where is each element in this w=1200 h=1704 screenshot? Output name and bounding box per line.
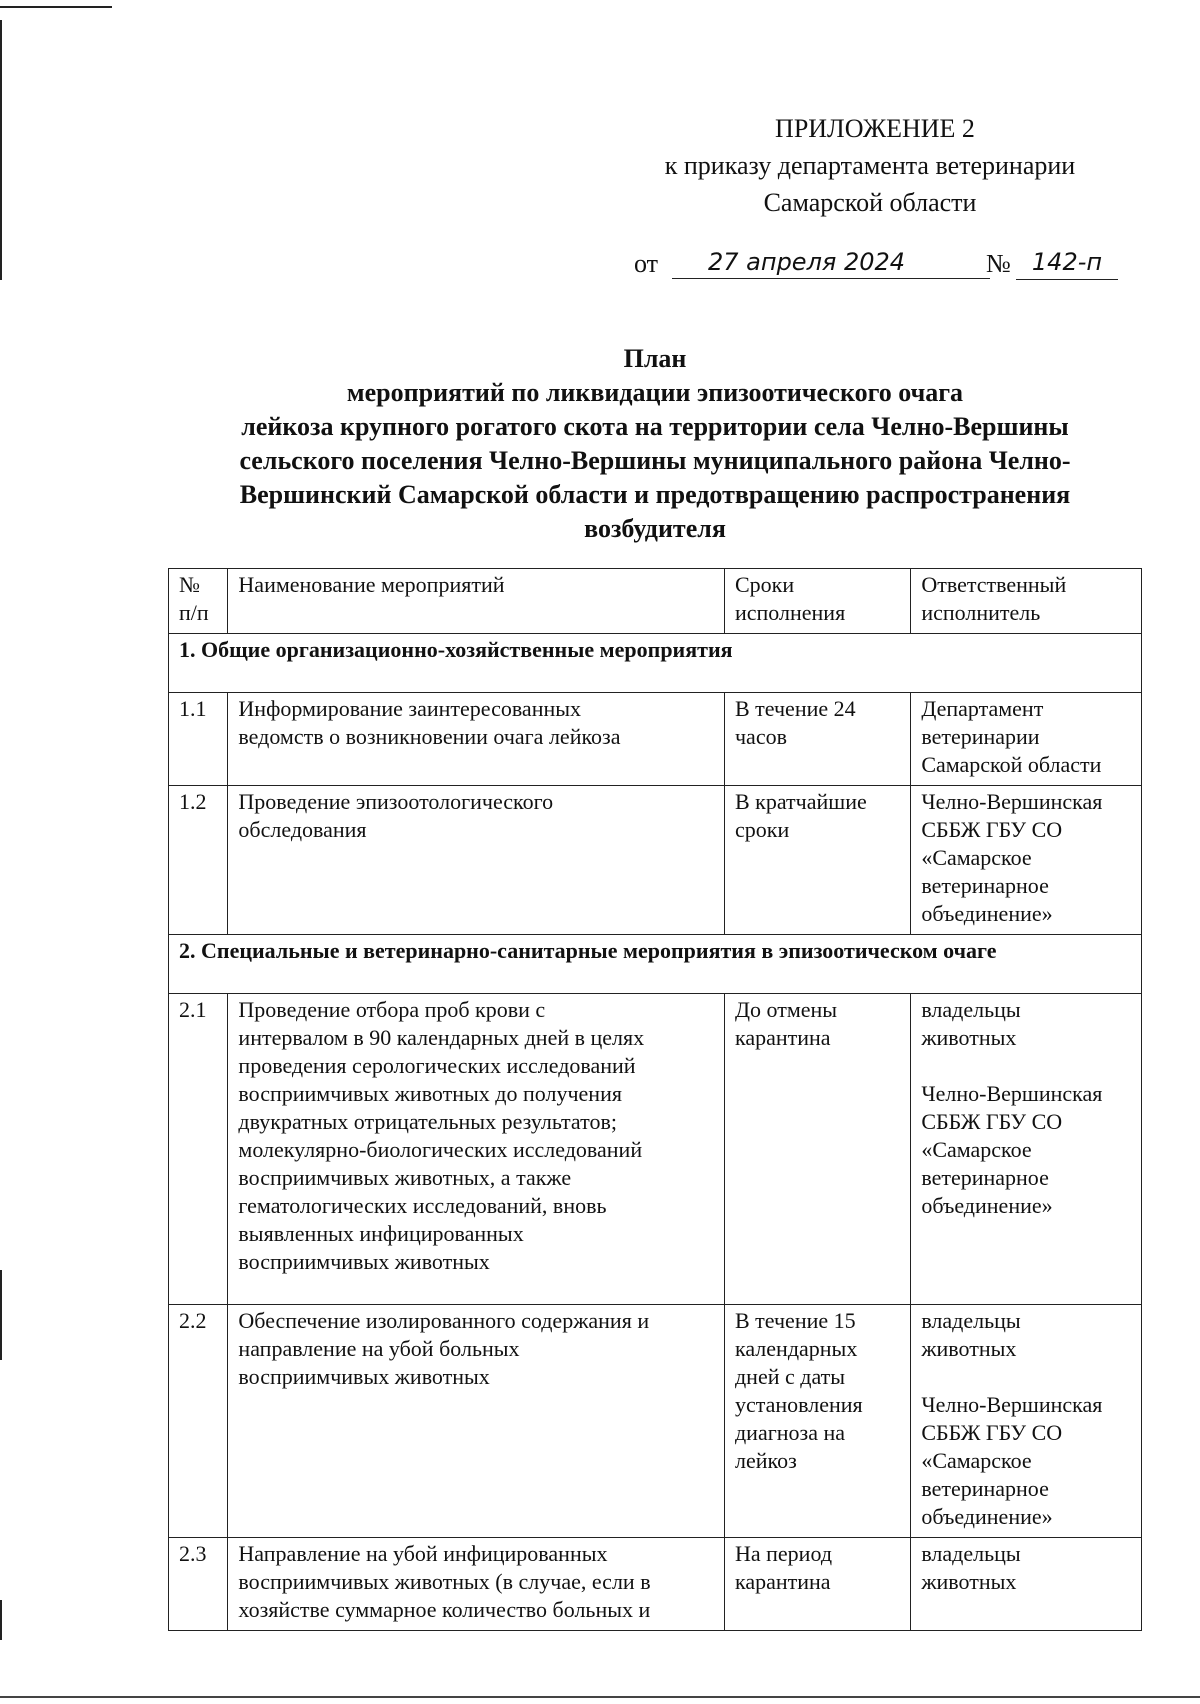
row-name: Направление на убой инфицированных восприимчивых животных (в случае, если в хозяйстве суммарное количество больных и: [228, 1538, 725, 1631]
header-name: Наименование мероприятий: [228, 569, 725, 634]
row-term: В течение 24 часов: [724, 693, 910, 786]
header-responsible: Ответственный исполнитель: [911, 569, 1142, 634]
date-prefix: от: [634, 249, 659, 278]
row-term: До отмены карантина: [724, 994, 910, 1305]
table-row: [169, 1538, 1142, 1631]
number-prefix: №: [986, 249, 1011, 278]
row-responsible: владельцы животных Челно-Вершинская СББЖ ГБУ СО «Самарское ветеринарное объединение»: [911, 994, 1142, 1305]
row-responsible: Челно-Вершинская СББЖ ГБУ СО «Самарское ветеринарное объединение»: [911, 786, 1142, 935]
scan-edge-left: [0, 1600, 2, 1640]
plan-title: [190, 342, 1120, 546]
scan-edge-top: [0, 6, 112, 8]
row-num: 1.2: [169, 786, 228, 935]
table-row: [169, 1305, 1142, 1538]
scan-edge-left: [0, 1270, 2, 1360]
row-num: 2.1: [169, 994, 228, 1305]
section-row: [169, 935, 1142, 994]
order-date-line: [634, 245, 1124, 285]
plan-title-main: План: [623, 344, 687, 373]
row-num: 2.3: [169, 1538, 228, 1631]
row-num: 2.2: [169, 1305, 228, 1538]
section-row: [169, 634, 1142, 693]
row-term: В кратчайшие сроки: [724, 786, 910, 935]
table-row: [169, 994, 1142, 1305]
row-term: В течение 15 календарных дней с даты установления диагноза на лейкоз: [724, 1305, 910, 1538]
appendix-header: [620, 110, 1120, 221]
header-num: № п/п: [169, 569, 228, 634]
scan-edge-bottom: [0, 1696, 1200, 1698]
plan-table: [168, 568, 1142, 1631]
table-header-row: [169, 569, 1142, 634]
appendix-region: Самарской области: [763, 188, 977, 217]
row-term: На период карантина: [724, 1538, 910, 1631]
plan-title-subtitle: мероприятий по ликвидации эпизоотического очага лейкоза крупного рогатого скота на территории села Челно-Вершины сельского поселения Челно-Вершины муниципального района Челно- Вершинский Самарской области и предотвращению распространения возбудителя: [239, 378, 1071, 543]
handwritten-order-number: 142-п: [1016, 245, 1118, 280]
row-name: Проведение отбора проб крови с интервалом в 90 календарных дней в целях проведения серологических исследований восприимчивых животных до получения двукратных отрицательных результатов; молекулярно-биологических исследований восприимчивых животных, а также гематологических исследований, вновь выявленных инфицированных восприимчивых животных: [228, 994, 725, 1305]
row-name: Обеспечение изолированного содержания и направление на убой больных восприимчивых животных: [228, 1305, 725, 1538]
scan-edge-left: [0, 20, 2, 280]
row-num: 1.1: [169, 693, 228, 786]
table-row: [169, 693, 1142, 786]
row-responsible: владельцы животных Челно-Вершинская СББЖ ГБУ СО «Самарское ветеринарное объединение»: [911, 1305, 1142, 1538]
appendix-order-ref: к приказу департамента ветеринарии: [664, 151, 1076, 180]
table-row: [169, 786, 1142, 935]
appendix-label: ПРИЛОЖЕНИЕ 2: [775, 114, 975, 143]
handwritten-date: 27 апреля 2024: [672, 245, 990, 279]
row-responsible: владельцы животных: [911, 1538, 1142, 1631]
row-responsible: Департамент ветеринарии Самарской области: [911, 693, 1142, 786]
section-title: 1. Общие организационно-хозяйственные мероприятия: [169, 634, 1142, 693]
header-term: Сроки исполнения: [724, 569, 910, 634]
row-name: Информирование заинтересованных ведомств о возникновении очага лейкоза: [228, 693, 725, 786]
row-name: Проведение эпизоотологического обследования: [228, 786, 725, 935]
section-title: 2. Специальные и ветеринарно-санитарные мероприятия в эпизоотическом очаге: [169, 935, 1142, 994]
